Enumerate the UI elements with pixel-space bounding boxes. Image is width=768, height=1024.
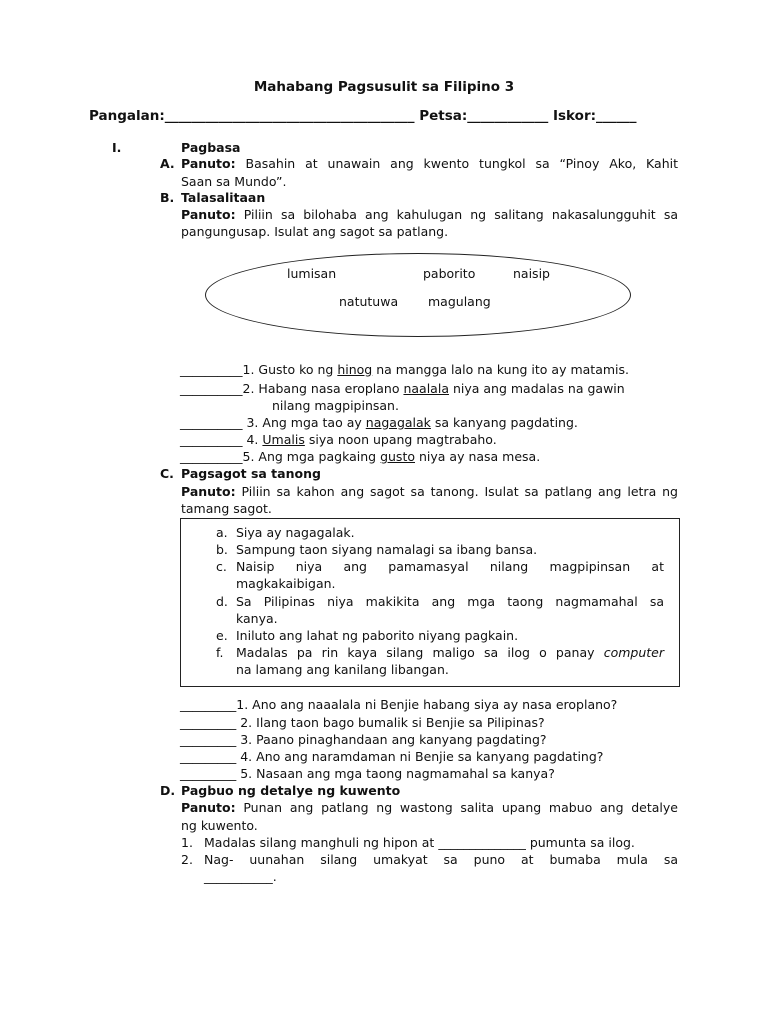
- answer-blank[interactable]: __________: [180, 415, 243, 430]
- section-numeral: I.: [112, 140, 122, 155]
- part-c-letter: C.: [160, 466, 174, 481]
- part-d-instruction-line2: ng kuwento.: [181, 818, 258, 833]
- word-choice: natutuwa: [339, 294, 399, 309]
- part-c-instruction: Panuto: Piliin sa kahon ang sagot sa tanong. Isulat sa patlang ang letra ng: [181, 484, 678, 499]
- name-label: Pangalan:: [89, 108, 165, 124]
- part-b-instruction-line2: pangungusap. Isulat ang sagot sa patlang.: [181, 224, 449, 239]
- word-choice: naisip: [513, 266, 550, 281]
- vocab-item: __________1. Gusto ko ng hinog na mangga lalo na kung ito ay matamis.: [180, 362, 629, 377]
- answer-blank[interactable]: __________: [180, 381, 243, 396]
- answer-blank[interactable]: _________: [180, 697, 237, 712]
- answer-blank[interactable]: __________: [180, 449, 243, 464]
- option-letter: d.: [216, 594, 228, 609]
- option-letter: b.: [216, 542, 228, 557]
- underlined-word: nagagalak: [365, 415, 431, 430]
- underlined-word: Umalis: [262, 432, 305, 447]
- part-b-instruction: Panuto: Piliin sa bilohaba ang kahulugan ng salitang nakasalungguhit sa: [181, 207, 678, 222]
- option-text: Iniluto ang lahat ng paborito niyang pagkain.: [236, 628, 519, 643]
- vocab-item: __________ 3. Ang mga tao ay nagagalak sa kanyang pagdating.: [180, 415, 578, 430]
- option-letter: c.: [216, 559, 227, 574]
- part-c-title: Pagsagot sa tanong: [181, 466, 321, 481]
- panuto-label: Panuto:: [181, 207, 236, 222]
- word-choices-ellipse: [205, 253, 631, 337]
- option-text-line2: na lamang ang kanilang libangan.: [236, 662, 449, 677]
- word-choice: magulang: [428, 294, 491, 309]
- panuto-label: Panuto:: [181, 800, 236, 815]
- header-fields: [89, 108, 637, 124]
- part-d-letter: D.: [160, 783, 176, 798]
- answer-blank[interactable]: _________: [180, 766, 237, 781]
- detail-item: Madalas silang manghuli ng hipon at ______________ pumunta sa ilog.: [204, 835, 635, 850]
- vocab-item: __________ 4. Umalis siya noon upang magtrabaho.: [180, 432, 497, 447]
- answer-blank[interactable]: __________: [180, 432, 243, 447]
- question-item: _________ 5. Nasaan ang mga taong nagmamahal sa kanya?: [180, 766, 555, 781]
- section-title: Pagbasa: [181, 140, 241, 155]
- panuto-label: Panuto:: [181, 156, 236, 171]
- underlined-word: naalala: [403, 381, 449, 396]
- word-choice: lumisan: [287, 266, 337, 281]
- question-item: _________ 4. Ano ang naramdaman ni Benjie sa kanyang pagdating?: [180, 749, 604, 764]
- answer-blank[interactable]: _________: [180, 715, 237, 730]
- detail-item-number: 1.: [181, 835, 193, 850]
- date-label: Petsa:: [419, 108, 468, 124]
- underlined-word: hinog: [337, 362, 373, 377]
- option-text: Naisip niya ang pamamasyal nilang magpipinsan at: [236, 559, 664, 574]
- option-letter: e.: [216, 628, 228, 643]
- part-d-title: Pagbuo ng detalye ng kuwento: [181, 783, 401, 798]
- answer-blank[interactable]: _________: [180, 732, 237, 747]
- name-blank[interactable]: _____________________________________: [164, 108, 415, 124]
- detail-item-number: 2.: [181, 852, 193, 867]
- panuto-label: Panuto:: [181, 484, 236, 499]
- answer-blank[interactable]: __________: [180, 362, 243, 377]
- fill-blank[interactable]: ___________: [204, 869, 273, 884]
- question-item: _________ 2. Ilang taon bago bumalik si Benjie sa Pilipinas?: [180, 715, 545, 730]
- part-a-instruction-line2: Saan sa Mundo”.: [181, 174, 287, 189]
- option-text-line2: magkakaibigan.: [236, 576, 336, 591]
- fill-blank[interactable]: ______________: [438, 835, 526, 850]
- question-item: _________ 3. Paano pinaghandaan ang kanyang pagdating?: [180, 732, 547, 747]
- part-d-instruction: Panuto: Punan ang patlang ng wastong salita upang mabuo ang detalye: [181, 800, 678, 815]
- option-text: Siya ay nagagalak.: [236, 525, 355, 540]
- part-a-instruction: Panuto: Basahin at unawain ang kwento tungkol sa “Pinoy Ako, Kahit: [181, 156, 678, 171]
- part-a-letter: A.: [160, 156, 175, 171]
- underlined-word: gusto: [380, 449, 415, 464]
- answer-blank[interactable]: _________: [180, 749, 237, 764]
- word-choice: paborito: [423, 266, 476, 281]
- score-blank[interactable]: ______: [596, 108, 637, 124]
- vocab-item: __________5. Ang mga pagkaing gusto niya ay nasa mesa.: [180, 449, 541, 464]
- question-item: _________1. Ano ang naaalala ni Benjie habang siya ay nasa eroplano?: [180, 697, 618, 712]
- detail-item-line2: ___________.: [204, 869, 277, 884]
- option-letter: f.: [216, 645, 224, 660]
- part-b-letter: B.: [160, 190, 175, 205]
- score-label: Iskor:: [553, 108, 597, 124]
- option-text: Sampung taon siyang namalagi sa ibang bansa.: [236, 542, 538, 557]
- page-title: Mahabang Pagsusulit sa Filipino 3: [253, 79, 515, 95]
- vocab-item: __________2. Habang nasa eroplano naalala niya ang madalas na gawin: [180, 381, 625, 396]
- option-text: Sa Pilipinas niya makikita ang mga taong nagmamahal sa: [236, 594, 664, 609]
- detail-item: Nag- uunahan silang umakyat sa puno at bumaba mula sa: [204, 852, 678, 867]
- vocab-item-continuation: nilang magpipinsan.: [272, 398, 399, 413]
- part-b-title: Talasalitaan: [181, 190, 266, 205]
- date-blank[interactable]: ____________: [467, 108, 549, 124]
- option-letter: a.: [216, 525, 228, 540]
- option-text-line2: kanya.: [236, 611, 278, 626]
- option-text: Madalas pa rin kaya silang maligo sa ilog o panay computer: [236, 645, 664, 660]
- part-c-instruction-line2: tamang sagot.: [181, 501, 272, 516]
